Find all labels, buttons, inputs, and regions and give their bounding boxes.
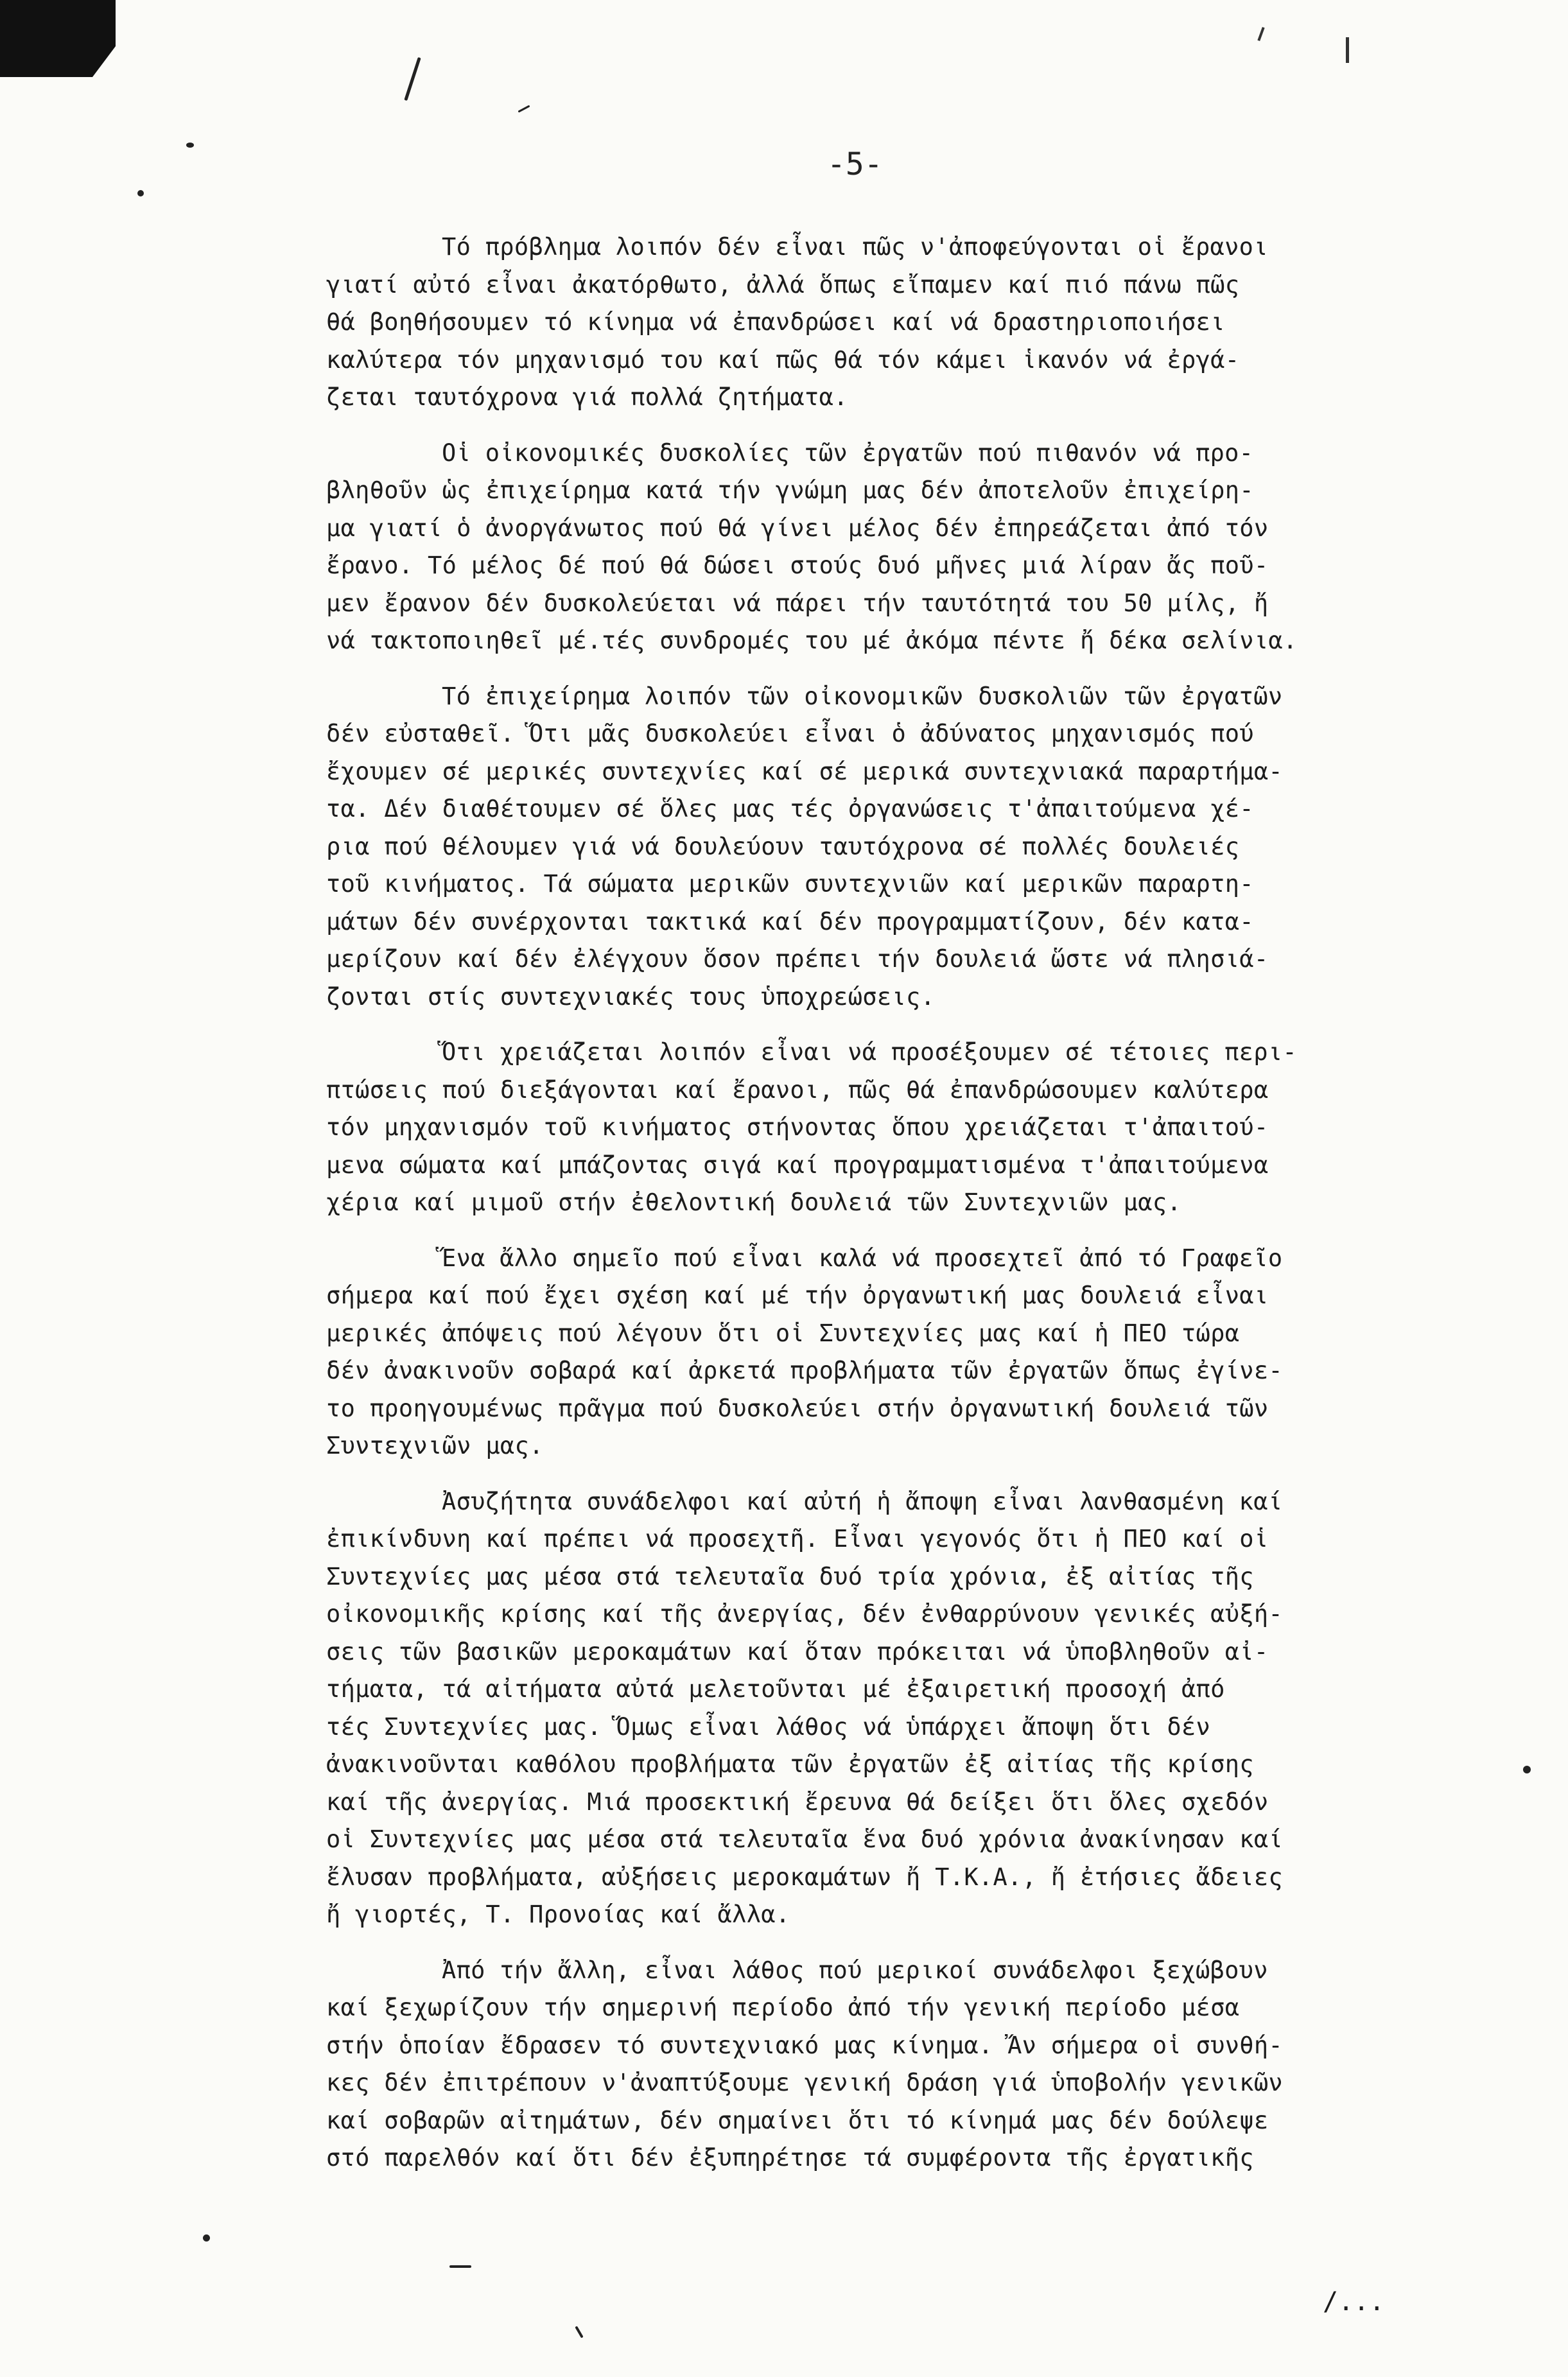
scan-speck (449, 2265, 471, 2268)
text-line: ἔχουμεν σέ μερικές συντεχνίες καί σέ μερικά συντεχνιακά παραρτήμα- (326, 757, 1284, 785)
text-line: καί σοβαρῶν αἰτημάτων, δέν σημαίνει ὅτι τό κίνημά μας δέν δούλεψε (326, 2106, 1269, 2134)
text-line: θά βοηθήσουμεν τό κίνημα νά ἐπανδρώσει καί νά δραστηριοποιήσει (326, 308, 1225, 336)
text-line: Συντεχνίες μας μέσα στά τελευταῖα δυό τρία χρόνια, ἐξ αἰτίας τῆς (326, 1562, 1254, 1590)
text-line: γιατί αὐτό εἶναι ἀκατόρθωτο, ἀλλά ὅπως εἴπαμεν καί πιό πάνω πῶς (326, 270, 1240, 299)
paragraph (326, 1034, 1476, 1222)
text-line: μερίζουν καί δέν ἐλέγχουν ὅσον πρέπει τήν δουλειά ὥστε νά πλησιά- (326, 945, 1269, 973)
scan-speck (1523, 1766, 1531, 1773)
text-line: ἔλυσαν προβλήματα, αὐξήσεις μεροκαμάτων ἤ Τ.Κ.Α., ἤ ἐτήσιες ἄδειες (326, 1863, 1284, 1891)
text-line: Οἱ οἰκονομικές δυσκολίες τῶν ἐργατῶν πού πιθανόν νά προ- (442, 439, 1254, 467)
text-line: ρια πού θέλουμεν γιά νά δουλεύουν ταυτόχρονα σέ πολλές δουλειές (326, 832, 1240, 860)
text-line: δέν ἀνακινοῦν σοβαρά καί ἀρκετά προβλήματα τῶν ἐργατῶν ὅπως ἐγίνε- (326, 1357, 1284, 1384)
text-line: ἔρανο. Τό μέλος δέ πού θά δώσει στούς δυό μῆνες μιά λίραν ἄς ποῦ- (326, 552, 1269, 579)
text-line: τόν μηχανισμόν τοῦ κινήματος στήνοντας ὅπου χρειάζεται τ'ἀπαιτού- (326, 1113, 1269, 1141)
paragraph (326, 1483, 1476, 1934)
text-line: μάτων δέν συνέρχονται τακτικά καί δέν προγραμματίζουν, δέν κατα- (326, 907, 1254, 936)
scan-corner-mark (0, 0, 116, 77)
text-line: καί ξεχωρίζουν τήν σημερινή περίοδο ἀπό τήν γενική περίοδο μέσα (326, 1994, 1240, 2021)
scan-speck (1346, 37, 1349, 63)
text-line: τοῦ κινήματος. Τά σώματα μερικῶν συντεχνιῶν καί μερικῶν παραρτη- (326, 870, 1254, 898)
text-line: τα. Δέν διαθέτουμεν σέ ὅλες μας τές ὀργανώσεις τ'ἀπαιτούμενα χέ- (326, 795, 1254, 823)
text-line: μεν ἔρανον δέν δυσκολεύεται νά πάρει τήν ταυτότητά του 50 μίλς, ἤ (326, 589, 1269, 617)
text-line: μερικές ἀπόψεις πού λέγουν ὅτι οἱ Συντεχνίες μας καί ἡ ΠΕΟ τώρα (326, 1319, 1240, 1347)
text-line: ζονται στίς συντεχνιακές τους ὑποχρεώσεις. (326, 982, 936, 1011)
text-line: ἀνακινοῦνται καθόλου προβλήματα τῶν ἐργατῶν ἐξ αἰτίας τῆς κρίσης (326, 1750, 1254, 1778)
text-line: οἱ Συντεχνίες μας μέσα στά τελευταῖα ἕνα δυό χρόνια ἀνακίνησαν καί (326, 1825, 1284, 1853)
letter-body (326, 229, 1476, 2195)
text-line: στήν ὁποίαν ἔδρασεν τό συντεχνιακό μας κίνημα. Ἄν σήμερα οἱ συνθή- (326, 2031, 1284, 2059)
text-line: τήματα, τά αἰτήματα αὐτά μελετοῦνται μέ ἐξαιρετική προσοχή ἀπό (326, 1675, 1225, 1703)
paragraph (326, 678, 1476, 1016)
continuation-mark: /... (1323, 2287, 1385, 2317)
text-line: στό παρελθόν καί ὅτι δέν ἐξυπηρέτησε τά συμφέροντα τῆς ἐργατικῆς (326, 2144, 1254, 2172)
text-line: νά τακτοποιηθεῖ μέ.τές συνδρομές του μέ ἀκόμα πέντε ἤ δέκα σελίνια. (326, 627, 1298, 654)
text-line: σεις τῶν βασικῶν μεροκαμάτων καί ὅταν πρόκειται νά ὑποβληθοῦν αἰ- (326, 1637, 1269, 1666)
text-line: ἤ γιορτές, Τ. Προνοίας καί ἄλλα. (326, 1901, 790, 1928)
scan-speck (404, 57, 421, 101)
text-line: Ἕνα ἄλλο σημεῖο πού εἶναι καλά νά προσεχτεῖ ἀπό τό Γραφεῖο (442, 1244, 1283, 1272)
text-line: μενα σώματα καί μπάζοντας σιγά καί προγραμματισμένα τ'ἀπαιτούμενα (326, 1151, 1269, 1179)
scan-speck (203, 2234, 210, 2242)
text-line: Συντεχνιῶν μας. (326, 1432, 544, 1459)
paragraph (326, 435, 1476, 660)
text-line: Τό ἐπιχείρημα λοιπόν τῶν οἰκονομικῶν δυσκολιῶν τῶν ἐργατῶν (442, 682, 1283, 710)
text-line: το προηγουμένως πρᾶγμα πού δυσκολεύει στήν ὀργανωτική δουλειά τῶν (326, 1394, 1269, 1422)
text-line: καί τῆς ἀνεργίας. Μιά προσεκτική ἔρευνα θά δείξει ὅτι ὅλες σχεδόν (326, 1788, 1269, 1816)
text-line: οἰκονομικῆς κρίσης καί τῆς ἀνεργίας, δέν ἐνθαρρύνουν γενικές αὐξή- (326, 1600, 1284, 1628)
paragraph (326, 229, 1476, 417)
text-line: πτώσεις πού διεξάγονται καί ἔρανοι, πῶς θά ἐπανδρώσουμεν καλύτερα (326, 1075, 1269, 1104)
text-line: Ὅτι χρειάζεται λοιπόν εἶναι νά προσέξουμεν σέ τέτοιες περι- (442, 1038, 1297, 1066)
paragraph (326, 1240, 1476, 1465)
scan-speck (137, 190, 144, 196)
page-number: -5- (827, 146, 883, 182)
scan-speck (1257, 27, 1264, 41)
text-line: Τό πρόβλημα λοιπόν δέν εἶναι πῶς ν'ἀποφεύγονται οἱ ἔρανοι (442, 233, 1268, 261)
text-line: μα γιατί ὁ ἀνοργάνωτος πού θά γίνει μέλος δέν ἐπηρεάζεται ἀπό τόν (326, 514, 1269, 542)
text-line: βληθοῦν ὡς ἐπιχείρημα κατά τήν γνώμη μας δέν ἀποτελοῦν ἐπιχείρη- (326, 476, 1254, 504)
text-line: σήμερα καί πού ἔχει σχέση καί μέ τήν ὀργανωτική μας δουλειά εἶναι (326, 1282, 1269, 1309)
text-line: χέρια καί μιμοῦ στήν ἐθελοντική δουλειά τῶν Συντεχνιῶν μας. (326, 1188, 1181, 1216)
paragraph (326, 1952, 1476, 2177)
text-line: Ἀσυζήτητα συνάδελφοι καί αὐτή ἡ ἄποψη εἶναι λανθασμένη καί (442, 1487, 1283, 1515)
scan-speck (518, 105, 530, 112)
scan-speck (575, 2326, 583, 2338)
text-line: ζεται ταυτόχρονα γιά πολλά ζητήματα. (326, 383, 848, 411)
text-line: κες δέν ἐπιτρέπουν ν'ἀναπτύξουμε γενική δράση γιά ὑποβολήν γενικῶν (326, 2069, 1284, 2096)
text-line: δέν εὐσταθεῖ. Ὅτι μᾶς δυσκολεύει εἶναι ὁ ἀδύνατος μηχανισμός πού (326, 720, 1254, 747)
scan-speck (186, 143, 194, 148)
text-line: καλύτερα τόν μηχανισμό του καί πῶς θά τόν κάμει ἱκανόν νά ἐργά- (326, 345, 1240, 374)
text-line: ἐπικίνδυνη καί πρέπει νά προσεχτῆ. Εἶναι γεγονός ὅτι ἡ ΠΕΟ καί οἱ (326, 1525, 1269, 1553)
text-line: Ἀπό τήν ἄλλη, εἶναι λάθος πού μερικοί συνάδελφοι ξεχώβουν (442, 1956, 1268, 1984)
text-line: τές Συντεχνίες μας. Ὅμως εἶναι λάθος νά ὑπάρχει ἄποψη ὅτι δέν (326, 1712, 1211, 1741)
